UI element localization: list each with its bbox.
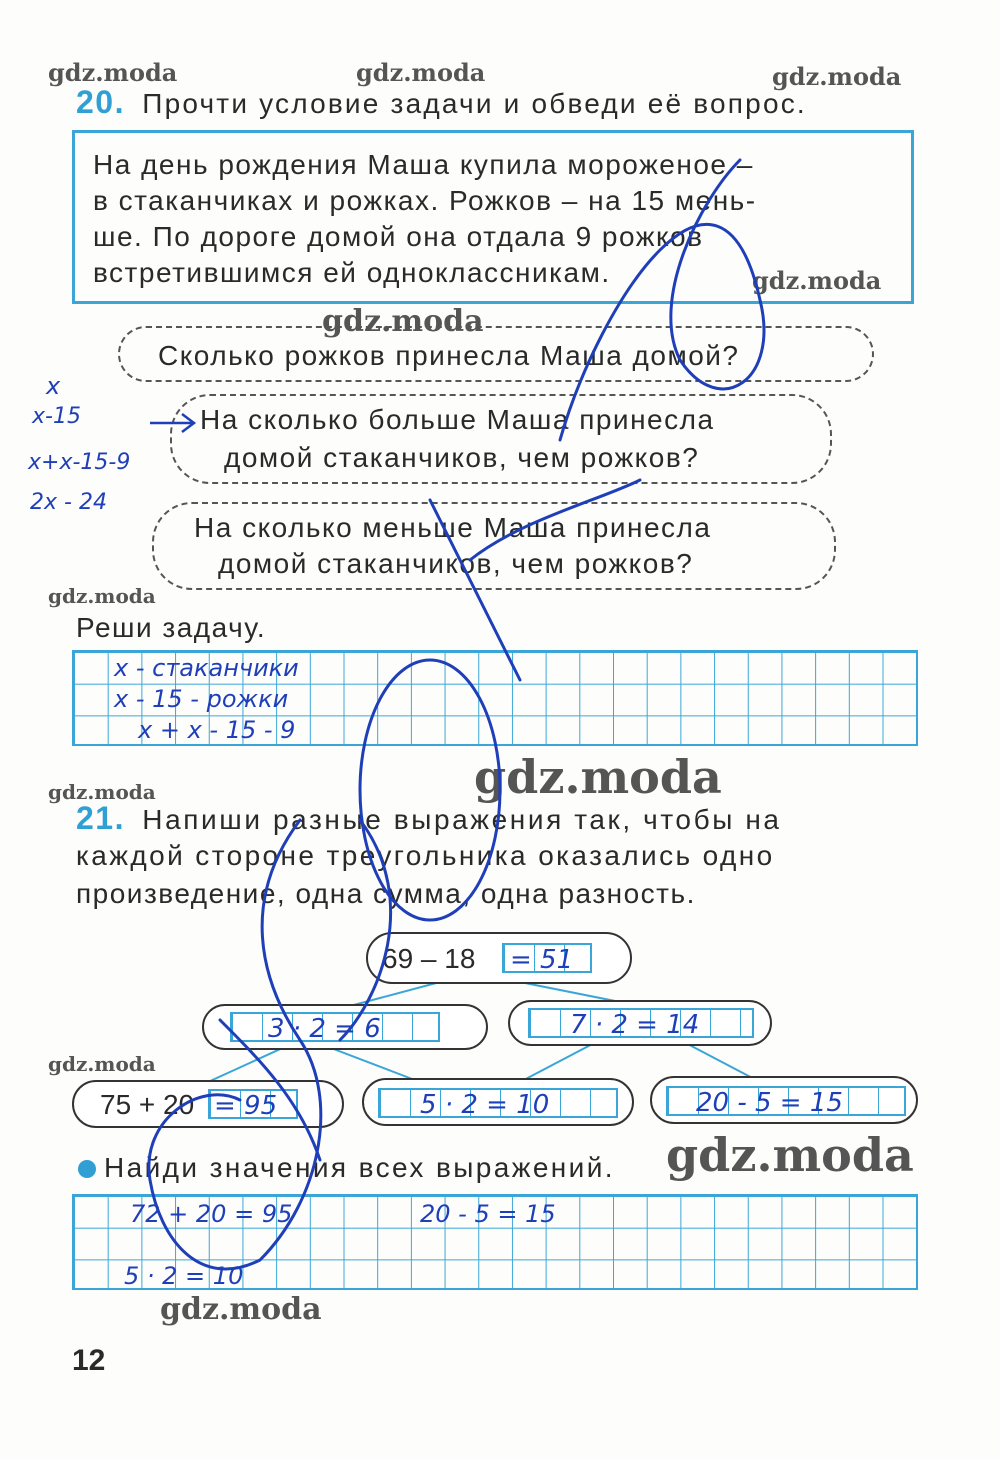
pill-mid-right [508, 1000, 772, 1046]
question-text: домой стаканчиков, чем рожков? [224, 442, 700, 473]
answer-cells[interactable] [502, 943, 592, 973]
solution-line: x - 15 - рожки [114, 685, 289, 713]
answer: 5 · 2 = 10 [420, 1090, 550, 1120]
answer: 3 · 2 = 6 [268, 1014, 381, 1044]
condition-line: в стаканчиках и рожках. Рожков – на 15 мень- [93, 185, 757, 216]
answer-cells[interactable] [528, 1008, 754, 1038]
pill-mid-left [202, 1004, 488, 1050]
task-instruction: Напиши разные выражения так, чтобы на [142, 804, 782, 835]
task-instruction: каждой стороне треугольника оказались одно [76, 840, 775, 871]
task-instruction: Прочти условие задачи и обведи её вопрос. [142, 88, 807, 119]
grid-note: 72 + 20 = 95 [130, 1200, 293, 1228]
margin-note: 2x - 24 [30, 490, 107, 515]
pill-top [366, 932, 632, 984]
question-text: Сколько рожков принесла Маша домой? [158, 340, 740, 371]
watermark: gdz.moda [322, 304, 484, 339]
pill-bottom-left [72, 1080, 344, 1128]
margin-note: x [46, 372, 61, 400]
bullet-icon [78, 1160, 96, 1178]
task-number: 20. [76, 84, 125, 120]
question-text: На сколько меньше Маша принесла [194, 512, 712, 543]
question-text: домой стаканчиков, чем рожков? [218, 548, 694, 579]
expression: 69 – 18 [382, 943, 476, 974]
condition-line: ше. По дороге домой она отдала 9 рожков [93, 221, 704, 252]
condition-line: На день рождения Маша купила мороженое – [93, 149, 754, 180]
answer: = 51 [510, 945, 574, 975]
answer-cells[interactable] [208, 1089, 298, 1119]
answer: 7 · 2 = 14 [570, 1010, 700, 1040]
margin-note: x-15 [32, 404, 81, 429]
answer-cells[interactable] [230, 1012, 440, 1042]
watermark: gdz.moda [48, 1052, 156, 1076]
pill-bottom-mid [362, 1078, 634, 1126]
margin-note: x+x-15-9 [28, 450, 131, 475]
pill-bottom-right [650, 1076, 918, 1124]
watermark: gdz.moda [474, 750, 722, 804]
page-number: 12 [72, 1344, 106, 1377]
watermark: gdz.moda [752, 266, 882, 295]
answer-grid[interactable] [72, 1194, 918, 1290]
solve-label: Реши задачу. [76, 612, 267, 643]
question-text: На сколько больше Маша принесла [200, 404, 715, 435]
watermark: gdz.moda [48, 584, 156, 608]
watermark: gdz.moda [160, 1292, 322, 1327]
watermark: gdz.moda [356, 58, 486, 87]
solution-line: x - стаканчики [114, 654, 299, 682]
answer: 20 - 5 = 15 [696, 1088, 843, 1118]
grid-note: 5 · 2 = 10 [124, 1262, 244, 1290]
watermark: gdz.moda [48, 780, 156, 804]
find-label: Найди значения всех выражений. [104, 1152, 615, 1183]
answer-cells[interactable] [378, 1088, 618, 1118]
solution-line: x + x - 15 - 9 [138, 716, 296, 744]
condition-line: встретившимся ей одноклассникам. [93, 257, 611, 288]
watermark: gdz.moda [772, 62, 902, 91]
expression: 75 + 20 [100, 1089, 195, 1120]
watermark: gdz.moda [48, 58, 178, 87]
answer-cells[interactable] [666, 1086, 906, 1116]
task-number: 21. [76, 800, 125, 836]
task-instruction: произведение, одна сумма, одна разность. [76, 878, 696, 909]
grid-note: 20 - 5 = 15 [420, 1200, 556, 1228]
watermark: gdz.moda [666, 1128, 914, 1182]
answer: = 95 [214, 1091, 278, 1121]
